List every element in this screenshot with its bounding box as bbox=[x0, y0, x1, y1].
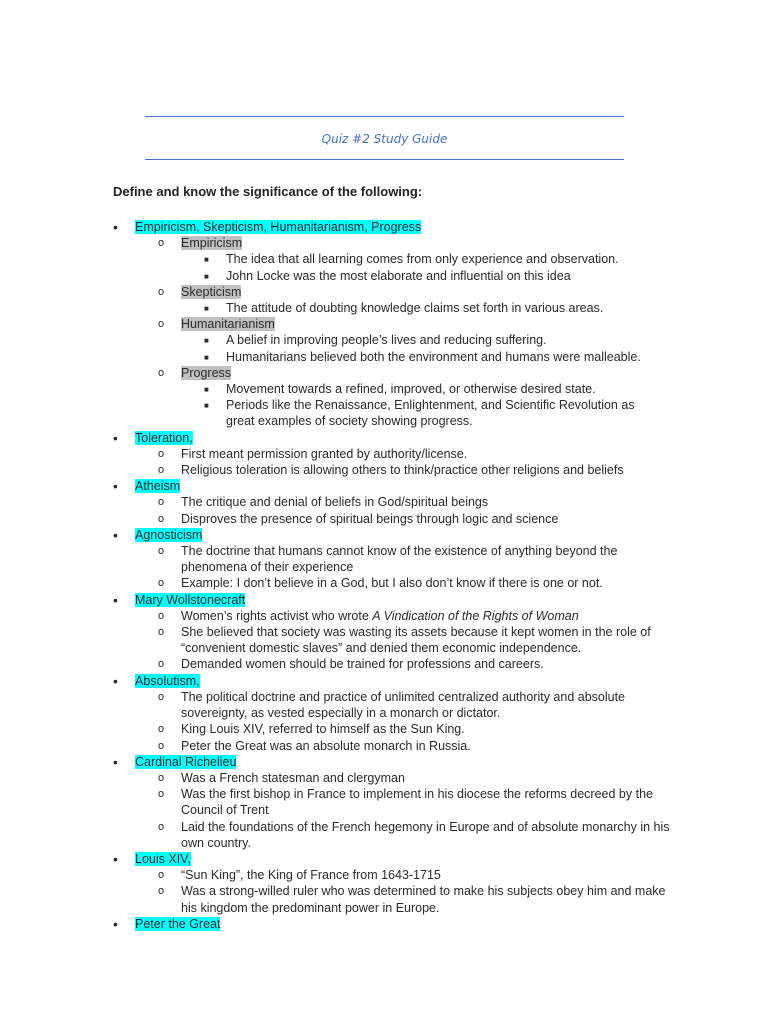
sub-item-text bbox=[181, 575, 681, 591]
sub-item-text bbox=[181, 656, 681, 672]
square-bullet-icon: ■ bbox=[204, 304, 209, 314]
sub-item-text bbox=[181, 494, 681, 510]
circle-bullet-icon: o bbox=[158, 690, 165, 703]
sub-item-text bbox=[181, 462, 681, 478]
term-label: Toleration, bbox=[135, 430, 193, 445]
circle-bullet-icon: o bbox=[158, 739, 165, 752]
detail-text: John Locke was the most elaborate and influential on this idea bbox=[226, 268, 571, 283]
circle-bullet-icon: o bbox=[158, 820, 165, 833]
bullet-icon: • bbox=[113, 753, 118, 770]
detail-item bbox=[0, 397, 768, 429]
circle-bullet-icon: o bbox=[158, 788, 165, 801]
circle-bullet-icon: o bbox=[158, 512, 165, 525]
outline-item bbox=[0, 592, 768, 608]
sub-item-text bbox=[181, 738, 681, 754]
outline-item bbox=[0, 527, 768, 543]
sub-item-text bbox=[181, 284, 681, 300]
sub-item bbox=[0, 462, 768, 478]
detail-text: Humanitarians believed both the environment and humans were malleable. bbox=[226, 349, 641, 364]
sub-item-text bbox=[181, 511, 681, 527]
sub-item-label: Skepticism bbox=[181, 284, 242, 299]
square-bullet-icon: ■ bbox=[204, 352, 209, 362]
sub-item-label: Empiricism bbox=[181, 236, 243, 251]
term-label: Peter the Great bbox=[135, 916, 221, 931]
detail-text: Movement towards a refined, improved, or otherwise desired state. bbox=[226, 382, 596, 397]
detail-item bbox=[0, 349, 768, 365]
circle-bullet-icon: o bbox=[158, 577, 165, 590]
sub-item-text bbox=[181, 689, 681, 721]
circle-bullet-icon: o bbox=[158, 447, 165, 460]
sub-item-label: Progress bbox=[181, 365, 232, 380]
detail-text: A belief in improving people’s lives and reducing suffering. bbox=[226, 333, 547, 348]
bullet-icon: • bbox=[113, 672, 118, 689]
intro-heading: Define and know the significance of the following: bbox=[113, 184, 423, 199]
outline-item bbox=[0, 754, 768, 770]
bullet-icon: • bbox=[113, 591, 118, 608]
bullet-icon: • bbox=[113, 219, 118, 235]
sub-item-label: The doctrine that humans cannot know of the existence of anything beyond the phenomena of their experience bbox=[181, 544, 618, 575]
circle-bullet-icon: o bbox=[158, 626, 165, 639]
sub-item-text bbox=[181, 770, 681, 786]
book-title: A Vindication of the Rights of Woman bbox=[372, 608, 579, 623]
square-bullet-icon: ■ bbox=[204, 385, 209, 395]
sub-item-text bbox=[181, 543, 681, 575]
sub-item bbox=[0, 770, 768, 786]
title-rule-bottom bbox=[145, 159, 624, 160]
title-rule-top bbox=[145, 116, 624, 117]
sub-item-text bbox=[181, 608, 681, 624]
circle-bullet-icon: o bbox=[158, 366, 165, 379]
sub-item bbox=[0, 721, 768, 737]
sub-item bbox=[0, 624, 768, 656]
sub-item bbox=[0, 608, 768, 624]
detail-text: Periods like the Renaissance, Enlightenment, and Scientific Revolution as great examples of society showing progress. bbox=[226, 398, 635, 429]
term-label: Agnosticism bbox=[135, 527, 203, 542]
detail-text: The idea that all learning comes from only experience and observation. bbox=[226, 252, 619, 267]
sub-item-label: Women’s rights activist who wrote bbox=[181, 608, 373, 623]
term-label: Absolutism, bbox=[135, 673, 200, 688]
outline-item bbox=[0, 478, 768, 494]
outline-item bbox=[0, 219, 768, 235]
circle-bullet-icon: o bbox=[158, 885, 165, 898]
sub-item-text bbox=[181, 235, 681, 251]
outline-item bbox=[0, 916, 768, 932]
outline-item bbox=[0, 430, 768, 446]
square-bullet-icon: ■ bbox=[204, 255, 209, 265]
circle-bullet-icon: o bbox=[158, 609, 165, 622]
document-title: Quiz #2 Study Guide bbox=[321, 132, 448, 146]
study-outline bbox=[0, 219, 768, 932]
detail-item bbox=[0, 300, 768, 316]
detail-item bbox=[0, 381, 768, 397]
sub-item-label: King Louis XIV, referred to himself as the Sun King. bbox=[181, 722, 465, 737]
detail-item bbox=[0, 332, 768, 348]
sub-item bbox=[0, 316, 768, 332]
sub-item-text bbox=[181, 819, 681, 851]
sub-item-label: Example: I don’t believe in a God, but I also don’t know if there is one or not. bbox=[181, 576, 603, 591]
square-bullet-icon: ■ bbox=[204, 271, 209, 281]
sub-item bbox=[0, 446, 768, 462]
sub-item-text bbox=[181, 867, 681, 883]
circle-bullet-icon: o bbox=[158, 771, 165, 784]
sub-item bbox=[0, 819, 768, 851]
circle-bullet-icon: o bbox=[158, 496, 165, 509]
sub-item-text bbox=[181, 624, 681, 656]
term-label: Louis XIV, bbox=[135, 851, 191, 866]
circle-bullet-icon: o bbox=[158, 464, 165, 477]
detail-item bbox=[0, 251, 768, 267]
sub-item bbox=[0, 575, 768, 591]
circle-bullet-icon: o bbox=[158, 658, 165, 671]
bullet-icon: • bbox=[113, 478, 118, 495]
sub-item-label: Peter the Great was an absolute monarch in Russia. bbox=[181, 738, 471, 753]
sub-item-label: The political doctrine and practice of unlimited centralized authority and absolute sovereignty, as vested especially in a monarch or dictator. bbox=[181, 689, 626, 721]
sub-item-text bbox=[181, 316, 681, 332]
sub-item-text bbox=[181, 365, 681, 381]
sub-item-text bbox=[181, 786, 681, 818]
sub-item bbox=[0, 284, 768, 300]
sub-item bbox=[0, 656, 768, 672]
square-bullet-icon: ■ bbox=[204, 401, 209, 411]
term-label: Mary Wollstonecraft bbox=[135, 592, 246, 607]
circle-bullet-icon: o bbox=[158, 869, 165, 882]
sub-item bbox=[0, 883, 768, 915]
square-bullet-icon: ■ bbox=[204, 336, 209, 346]
sub-item-label: She believed that society was wasting its assets because it kept women in the role of “convenient domestic slaves” and denied them economic independence. bbox=[181, 625, 651, 656]
circle-bullet-icon: o bbox=[158, 285, 165, 298]
sub-item-text bbox=[181, 883, 681, 915]
sub-item bbox=[0, 235, 768, 251]
sub-item bbox=[0, 738, 768, 754]
bullet-icon: • bbox=[113, 526, 118, 543]
bullet-icon: • bbox=[113, 915, 118, 932]
sub-item-label: Humanitarianism bbox=[181, 317, 275, 332]
sub-item-label: Laid the foundations of the French hegemony in Europe and of absolute monarchy in his own country. bbox=[181, 819, 670, 850]
outline-item bbox=[0, 851, 768, 867]
sub-item-label: Disproves the presence of spiritual beings through logic and science bbox=[181, 511, 559, 526]
circle-bullet-icon: o bbox=[158, 545, 165, 558]
sub-item-label: Was a strong-willed ruler who was determined to make his subjects obey him and make his kingdom the predominant power in Europe. bbox=[181, 884, 666, 915]
sub-item-label: The critique and denial of beliefs in God/spiritual beings bbox=[181, 495, 489, 510]
sub-item bbox=[0, 511, 768, 527]
term-label: Atheism bbox=[135, 479, 181, 494]
outline-item bbox=[0, 673, 768, 689]
sub-item-label: Was a French statesman and clergyman bbox=[181, 770, 405, 785]
bullet-icon: • bbox=[113, 850, 118, 867]
sub-item-label: Was the first bishop in France to implement in his diocese the reforms decreed by the Council of Trent bbox=[181, 787, 653, 818]
sub-item bbox=[0, 494, 768, 510]
sub-item bbox=[0, 543, 768, 575]
sub-item-text bbox=[181, 446, 681, 462]
sub-item bbox=[0, 867, 768, 883]
circle-bullet-icon: o bbox=[158, 723, 165, 736]
circle-bullet-icon: o bbox=[158, 237, 165, 250]
sub-item-label: Demanded women should be trained for professions and careers. bbox=[181, 657, 544, 672]
sub-item bbox=[0, 786, 768, 818]
sub-item bbox=[0, 365, 768, 381]
bullet-icon: • bbox=[113, 429, 118, 446]
detail-text: The attitude of doubting knowledge claims set forth in various areas. bbox=[226, 301, 604, 316]
sub-item-text bbox=[181, 721, 681, 737]
term-label: Empiricism, Skepticism, Humanitarianism, Progress bbox=[135, 220, 422, 234]
sub-item-label: “Sun King”, the King of France from 1643-1715 bbox=[181, 868, 441, 883]
sub-item-label: Religious toleration is allowing others to think/practice other religions and beliefs bbox=[181, 463, 624, 478]
detail-item bbox=[0, 268, 768, 284]
circle-bullet-icon: o bbox=[158, 318, 165, 331]
term-label: Cardinal Richelieu bbox=[135, 754, 237, 769]
sub-item-label: First meant permission granted by authority/license. bbox=[181, 446, 468, 461]
sub-item bbox=[0, 689, 768, 721]
